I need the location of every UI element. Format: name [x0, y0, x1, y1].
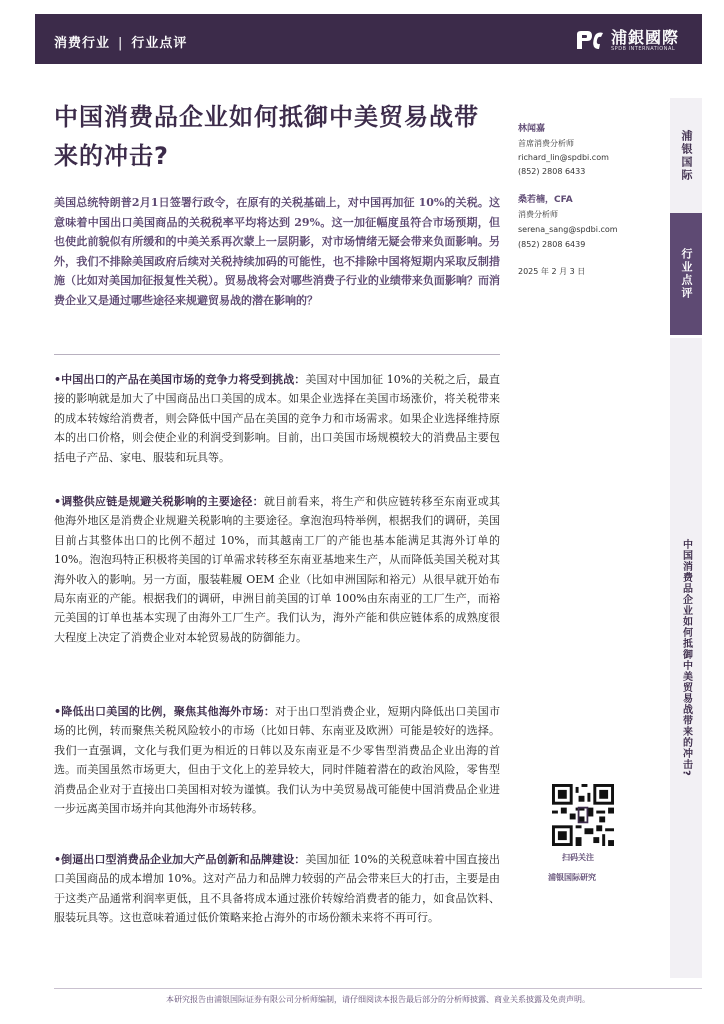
side-tab-report-type: 行业点评 — [670, 213, 702, 335]
bullet-supply-chain — [54, 492, 500, 647]
analyst-2-name: 桑若楠，CFA — [518, 195, 573, 205]
bullet-competitiveness — [54, 370, 500, 467]
bullet-text: 就目前看来，将生产和供应链转移至东南亚或其他海外地区是消费企业规避关税影响的主要途径。拿泡泡玛特举例，根据我们的调研，美国目前占其整体出口的比例不超过 10%，而其越南工厂的产能也基本能满足其海外订单的 10%。泡泡玛特正积极将美国的订单需求转移至东南亚基地来生产，从而降低美国关税对其海外收入的影响。另一方面，服装鞋履 OEM 企业（比如申洲国际和裕元）从很早就开始布局东南亚的产能。根据我们的调研，申洲目前美国的订单 100%由东南亚的工厂生产，而裕元美国的订单也基本实现了由海外工厂生产。我们认为，海外产能和供应链体系的成熟度很大程度上决定了消费企业对本轮贸易战的防御能力。 — [54, 495, 501, 644]
brand-subtitle: SPDB INTERNATIONAL — [611, 45, 676, 52]
page-title: 中国消费品企业如何抵御中美贸易战带来的冲击? — [54, 103, 479, 170]
category-label: 消费行业 — [54, 36, 111, 51]
report-date: 2025 年 2 月 3 日 — [518, 267, 586, 276]
qr-caption: 扫码关注 — [562, 853, 594, 862]
analyst-1-phone: (852) 2808 6433 — [518, 167, 586, 176]
brand-name: 浦銀國際 — [611, 27, 680, 47]
bullet-text: 对于出口型消费企业，短期内降低出口美国市场的比例，转而聚焦关税风险较小的市场（比如日韩、东南亚及欧洲）可能是较好的选择。我们一直强调，文化与我们更为相近的日韩以及东南亚是不少零售型消费品企业出海的首选。而美国虽然市场更大，但由于文化上的差异较大，同时伴随着潜在的政治风险，零售型消费品企业对于直接出口美国相对较为谨慎。我们认为中美贸易战可能使中国消费品企业进一步远离美国市场并向其他海外市场转移。 — [54, 705, 501, 816]
bullet-heading: •降低出口美国的比例，聚焦其他海外市场： — [54, 705, 276, 718]
breadcrumb-separator: | — [118, 36, 124, 51]
summary-divider — [54, 354, 500, 355]
summary-paragraph: 美国总统特朗普2月1日签署行政令，在原有的关税基础上，对中国再加征 10%的关税。这意味着中国出口美国商品的关税税率平均将达到 29%。这一加征幅度虽符合市场预期，但也使此前貌似有所缓和的中美关系再次蒙上一层阴影，对市场情绪无疑会带来负面影响。另外，我们不排除美国政府后续对关税持续加码的可能性，也不排除中国将短期内采取反制措施（比如对美国加征报复性关税）。贸易战将会对哪些消费子行业的业绩带来负面影响？而消费企业又是通过哪些途径来规避贸易战的潜在影响的？ — [54, 196, 500, 307]
breadcrumb — [54, 32, 187, 51]
side-tab-topic: 中国消费品企业如何抵御中美贸易战带来的冲击? — [670, 338, 702, 978]
disclaimer-footer: 本研究报告由浦银国际证券有限公司分析师编制，请仔细阅读本报告最后部分的分析师披露、商业关系披露及免责声明。 — [54, 988, 702, 1005]
analyst-2-email[interactable]: serena_sang@spdbi.com — [518, 225, 618, 234]
analyst-1-name: 林闻嘉 — [518, 124, 546, 134]
brand-logo — [574, 28, 679, 54]
research-label: 浦银国际研究 — [548, 873, 596, 882]
analyst-2-role: 消费分析师 — [518, 210, 558, 219]
report-type-label: 行业点评 — [131, 36, 188, 51]
bullet-heading: •中国出口的产品在美国市场的竞争力将受到挑战： — [54, 373, 306, 386]
bullet-text: 美国对中国加征 10%的关税之后，最直接的影响就是加大了中国商品出口美国的成本。如果企业选择在美国市场涨价，将关税带来的成本转嫁给消费者，则会降低中国产品在美国的竞争力和市场需求。如果企业选择维持原本的出口价格，则会使企业的利润受到影响。目前，出口美国市场规模较大的消费品主要包括电子产品、家电、服装和玩具等。 — [54, 373, 500, 464]
spdb-logo-icon — [574, 28, 606, 54]
bullet-innovation — [54, 850, 500, 928]
qr-code-icon[interactable] — [552, 784, 614, 846]
bullet-heading: •倒逼出口型消费品企业加大产品创新和品牌建设： — [54, 853, 306, 866]
bullet-export-ratio — [54, 702, 500, 818]
side-tab-brand: 浦银国际 — [670, 98, 702, 213]
analyst-1-role: 首席消费分析师 — [518, 139, 574, 148]
analyst-1-email[interactable]: richard_lin@spdbi.com — [518, 153, 609, 162]
bullet-heading: •调整供应链是规避关税影响的主要途径： — [54, 495, 264, 508]
bullet-text: 美国加征 10%的关税意味着中国直接出口美国商品的成本增加 10%。这对产品力和品牌力较弱的产品会带来巨大的打击，主要是由于这类产品通常利润率更低，且不具备将成本通过涨价转嫁给消费者的能力，如食品饮料、服装玩具等。这也意味着通过低价策略来抢占海外的市场份额未来将不再可行。 — [54, 853, 500, 925]
analyst-2-phone: (852) 2808 6439 — [518, 240, 586, 249]
